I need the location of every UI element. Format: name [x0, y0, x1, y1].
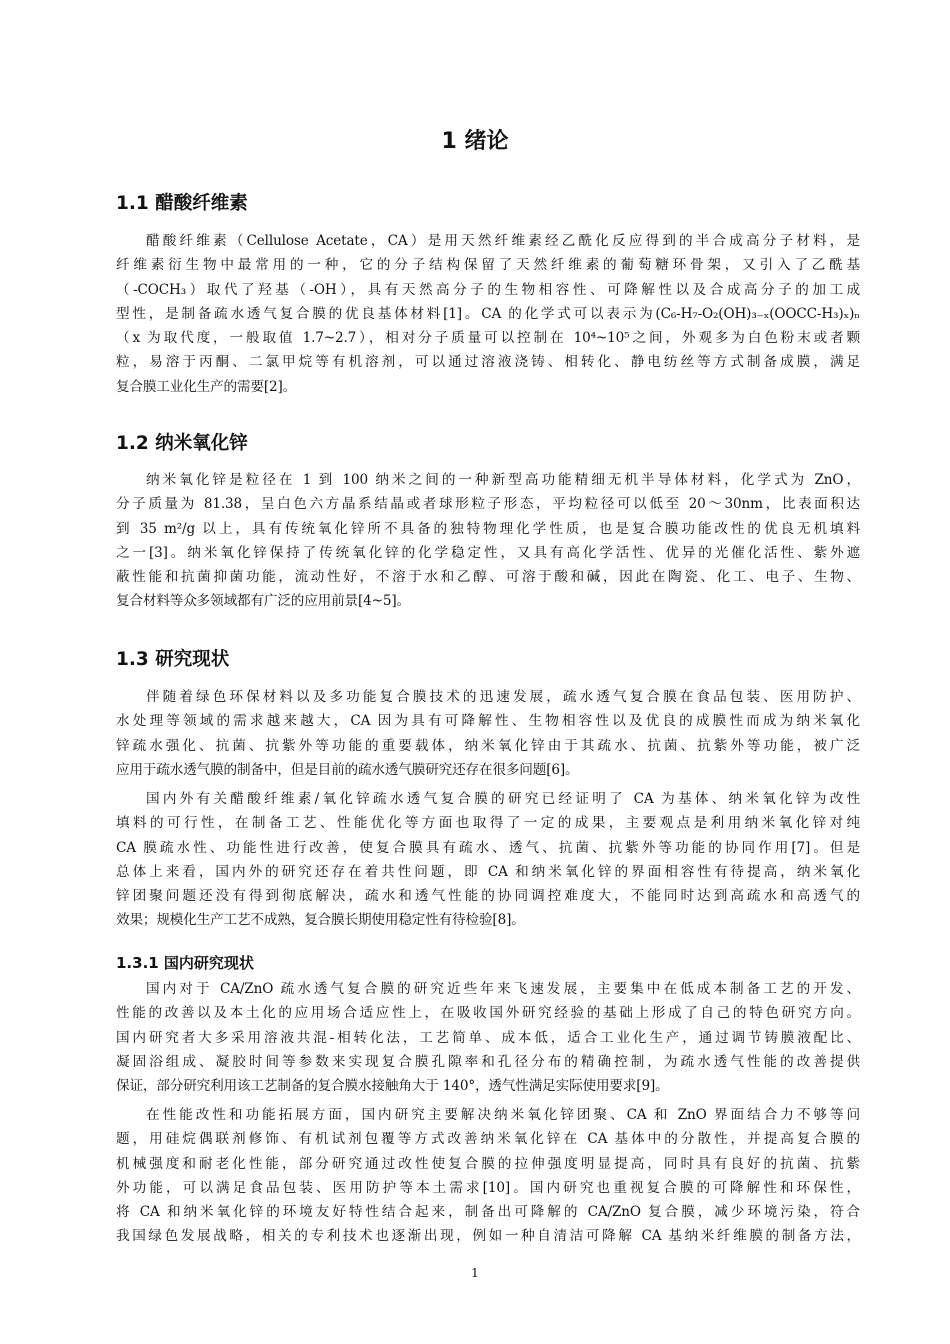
text-line: 性能的改善以及本土化的应用场合适应性上，在吸收国外研究经验的基础上形成了自己的特色研究方向。: [116, 1005, 860, 1022]
section-heading-1-3: 1.3 研究现状: [116, 649, 230, 670]
text-line: （-COCH₃）取代了羟基（-OH），具有天然高分子的生物相容性、可降解性以及合成高分子的加工成: [116, 281, 860, 298]
text-line: 醋酸纤维素（Cellulose Acetate，CA）是用天然纤维素经乙酰化反应得到的半合成高分子材料，是: [146, 233, 860, 249]
text-line: 凝固浴组成、凝胶时间等参数来实现复合膜孔隙率和孔径分布的精确控制，为疏水透气性能的改善提供: [116, 1053, 860, 1070]
text-line: 在性能改性和功能拓展方面，国内研究主要解决纳米氧化锌团聚、CA 和 ZnO 界面结合力不够等问: [146, 1107, 860, 1123]
text-line: 型性，是制备疏水透气复合膜的优良基体材料[1]。CA 的化学式可以表示为(C₆-H₇-O₂(OH)₃₋ₓ(OOCC-H₃)ₓ)ₙ: [116, 305, 860, 322]
text-line: 我国绿色发展战略，相关的专利技术也逐渐出现，例如一种自清洁可降解 CA 基纳米纤维膜的制备方法，: [116, 1228, 860, 1245]
text-line: 国内对于 CA/ZnO 疏水透气复合膜的研究近些年来飞速发展，主要集中在低成本制备工艺的开发、: [146, 981, 860, 997]
paragraph-research-status-1: [116, 685, 860, 782]
text-line: 效果；规模化生产工艺不成熟，复合膜长期使用稳定性有待检验[8]。: [116, 912, 525, 929]
text-line: 题，用硅烷偶联剂修饰、有机试剂包覆等方式改善纳米氧化锌在 CA 基体中的分散性，并提高复合膜的: [116, 1131, 860, 1148]
paragraph-research-status-2: [116, 787, 860, 933]
text-line: 国内研究者大多采用溶液共混-相转化法，工艺简单、成本低，适合工业化生产，通过调节铸膜液配比、: [116, 1029, 860, 1046]
text-line: 国内外有关醋酸纤维素/氧化锌疏水透气复合膜的研究已经证明了 CA 为基体、纳米氧化锌为改性: [146, 791, 860, 807]
text-line: 机械强度和耐老化性能，部分研究通过改性使复合膜的拉伸强度明显提高，同时具有良好的抗菌、抗紫: [116, 1155, 860, 1172]
text-line: CA 膜疏水性、功能性进行改善，使复合膜具有疏水、透气、抗菌、抗紫外等功能的协同作用[7]。但是: [116, 839, 860, 856]
text-line: 纳米氧化锌是粒径在 1 到 100 纳米之间的一种新型高功能精细无机半导体材料，化学式为 ZnO，: [146, 472, 860, 488]
text-line: 应用于疏水透气膜的制备中，但是目前的疏水透气膜研究还存在很多问题[6]。: [116, 761, 579, 778]
paragraph-domestic-research-2: [116, 1103, 860, 1249]
section-heading-1-2: 1.2 纳米氧化锌: [116, 433, 248, 454]
page-number: 1: [471, 1266, 479, 1280]
text-line: 蔽性能和抗菌抑菌功能，流动性好，不溶于水和乙醇、可溶于酸和碱，因此在陶瓷、化工、电子、生物、: [116, 569, 860, 586]
text-line: 总体上来看，国内外的研究还存在着共性问题，即 CA 和纳米氧化锌的界面相容性有待提高，纳米氧化: [116, 863, 860, 880]
paragraph-cellulose-acetate: [116, 229, 860, 399]
text-line: 分子质量为 81.38，呈白色六方晶系结晶或者球形粒子形态，平均粒径可以低至 20～30nm，比表面积达: [116, 496, 860, 513]
paragraph-nano-zinc-oxide: [116, 468, 860, 614]
text-line: 伴随着绿色环保材料以及多功能复合膜技术的迅速发展，疏水透气复合膜在食品包装、医用防护、: [146, 689, 860, 705]
text-line: 水处理等领域的需求越来越大，CA 因为具有可降解性、生物相容性以及优良的成膜性而成为纳米氧化: [116, 713, 860, 730]
text-line: 锌团聚问题还没有得到彻底解决，疏水和透气性能的协同调控难度大，不能同时达到高疏水和高透气的: [116, 888, 860, 905]
text-line: 复合膜工业化生产的需要[2]。: [116, 378, 297, 395]
text-line: （x 为取代度，一般取值 1.7~2.7），相对分子质量可以控制在 10⁴~10⁵之间，外观多为白色粉末或者颗: [116, 330, 860, 347]
text-line: 将 CA 和纳米氧化锌的环境友好特性结合起来，制备出可降解的 CA/ZnO 复合膜，减少环境污染，符合: [116, 1204, 860, 1221]
chapter-title: 1 绪论: [441, 129, 509, 154]
section-heading-1-3-1: 1.3.1 国内研究现状: [116, 954, 254, 972]
section-heading-1-1: 1.1 醋酸纤维素: [116, 193, 248, 214]
text-line: 到 35 m²/g 以上，具有传统氧化锌所不具备的独特物理化学性质，也是复合膜功能改性的优良无机填料: [116, 520, 860, 537]
text-line: 锌疏水强化、抗菌、抗紫外等功能的重要载体，纳米氧化锌由于其疏水、抗菌、抗紫外等功能，被广泛: [116, 737, 860, 754]
text-line: 纤维素衍生物中最常用的一种，它的分子结构保留了天然纤维素的葡萄糖环骨架，又引入了乙酰基: [116, 257, 860, 274]
text-line: 外功能，可以满足食品包装、医用防护等本土需求[10]。国内研究也重视复合膜的可降解性和环保性，: [116, 1179, 860, 1196]
text-line: 填料的可行性，在制备工艺、性能优化等方面也取得了一定的成果，主要观点是利用纳米氧化锌对纯: [116, 815, 860, 832]
text-line: 复合材料等众多领域都有广泛的应用前景[4~5]。: [116, 593, 410, 610]
text-line: 之一[3]。纳米氧化锌保持了传统氧化锌的化学稳定性，又具有高化学活性、优异的光催化活性、紫外遮: [116, 544, 860, 561]
text-line: 保证，部分研究利用该工艺制备的复合膜水接触角大于 140°，透气性满足实际使用要求[9]。: [116, 1078, 669, 1095]
text-line: 粒，易溶于丙酮、二氯甲烷等有机溶剂，可以通过溶液浇铸、相转化、静电纺丝等方式制备成膜，满足: [116, 354, 860, 371]
paragraph-domestic-research-1: [116, 977, 860, 1098]
